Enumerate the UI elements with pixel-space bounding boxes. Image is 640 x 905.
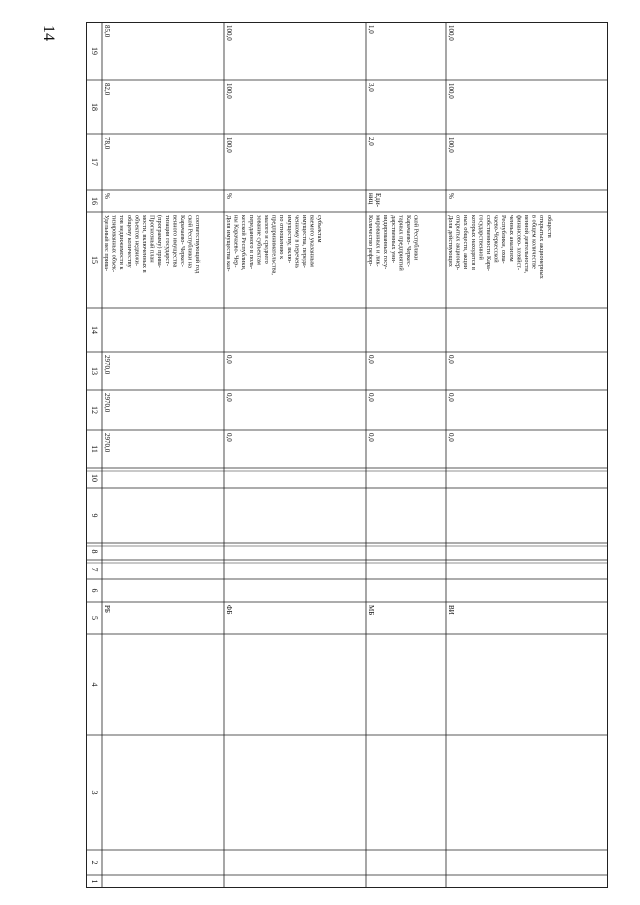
indicator-text: собственности Кара- [485, 215, 492, 271]
value-cell: 0,0 [447, 393, 455, 402]
column-number: 8 [90, 549, 100, 554]
indicator-text: тизации государст- [163, 215, 171, 267]
column-number: 10 [90, 474, 100, 482]
indicator-text: которых находятся в [469, 215, 477, 270]
indicator-text: объектов недвижи- [133, 215, 141, 267]
value-cell: 0,0 [367, 355, 375, 364]
indicator-text: дарственных уни- [389, 215, 397, 264]
indicator-text: малого и среднего [263, 215, 270, 264]
value-cell: 2970,0 [103, 433, 111, 453]
value-cell: 100,0 [447, 83, 455, 99]
indicator-text: ченных анализом [507, 215, 515, 262]
column-number: 1 [90, 879, 100, 884]
indicator-text: тов недвижимости к [118, 215, 126, 270]
value-cell: 82,0 [103, 83, 111, 96]
value-cell: 0,0 [447, 355, 455, 364]
column-number: 4 [90, 682, 100, 687]
indicator-text: Количество рефор- [367, 215, 374, 267]
value-cell: 2970,0 [103, 393, 111, 413]
table-border [87, 23, 608, 888]
indicator-text: ской Республики на [186, 215, 194, 268]
value-cell: 2,0 [367, 137, 375, 146]
value-cell: 0,0 [225, 355, 233, 364]
indicator-text: мости, включенных в [141, 215, 148, 273]
indicator-text: открытых акционер- [454, 215, 462, 271]
column-number: 11 [90, 445, 100, 453]
unit-cell: Еди- [374, 193, 382, 207]
indicator-text: зование субъектам [255, 215, 263, 265]
indicator-text: мированных и лик- [374, 215, 382, 267]
indicator-text: в общем количестве [530, 215, 538, 269]
indicator-text: обществ [545, 215, 553, 238]
funding-source: РБ [103, 605, 111, 613]
indicator-text: открытых акционерных [538, 215, 546, 279]
value-cell: 85,0 [103, 25, 111, 38]
indicator-text: Доля имущества каз- [225, 215, 232, 272]
indicator-text: Республики, охва- [500, 215, 508, 264]
column-number: 16 [90, 197, 100, 205]
column-number: 13 [90, 367, 100, 375]
column-number: 14 [90, 326, 100, 334]
column-number: 9 [90, 513, 100, 518]
unit-cell: % [447, 193, 455, 199]
indicator-text: тизированных объек- [110, 215, 118, 273]
rotated-table [86, 22, 608, 888]
indicator-text: по отношению к [278, 215, 286, 260]
column-number: 12 [90, 406, 100, 414]
value-cell: 100,0 [225, 137, 233, 153]
indicator-text: ваемого указанным [308, 215, 316, 267]
value-cell: 1,0 [367, 25, 375, 34]
unit-cell: % [103, 193, 111, 199]
value-cell: 78,0 [103, 137, 111, 150]
value-cell: 100,0 [447, 137, 455, 153]
indicator-text: соответствующий год [194, 215, 202, 274]
indicator-text: тарных предприятий [397, 215, 405, 271]
value-cell: 2970,0 [103, 355, 111, 375]
indicator-text: ных обществ, акции [462, 215, 470, 270]
column-number: 2 [90, 860, 100, 865]
value-cell: 0,0 [367, 433, 375, 442]
column-number: 18 [90, 103, 100, 111]
indicator-text: Удельный вес прива- [103, 215, 110, 272]
indicator-text: финансово- хозяйст- [515, 215, 523, 271]
column-number: 6 [90, 588, 100, 593]
indicator-text: Прогнозный план [148, 215, 156, 263]
value-cell: 100,0 [225, 25, 233, 41]
page-number: 14 [40, 25, 57, 41]
value-cell: 0,0 [447, 433, 455, 442]
unit-cell: ниц [367, 193, 375, 205]
column-number: 15 [90, 256, 100, 264]
indicator-text: государственной [477, 215, 485, 260]
column-number: 17 [90, 158, 100, 166]
column-number: 3 [90, 790, 100, 795]
column-number: 5 [90, 616, 100, 620]
indicator-text: ченному в перечень [293, 215, 301, 269]
value-cell: 3,0 [367, 83, 375, 92]
indicator-text: ны Карачаево- Чер- [232, 215, 240, 268]
indicator-text: субъектам [316, 215, 324, 243]
indicator-text: чаево-Черкесской [492, 215, 500, 263]
funding-source: МБ [367, 605, 375, 616]
indicator-text: венной деятельности, [523, 215, 530, 274]
column-number: 19 [90, 47, 100, 55]
indicator-text: имуществу, вклю- [285, 215, 293, 264]
indicator-text: общему количеству [125, 215, 133, 268]
column-number: 7 [90, 567, 100, 572]
funding-source: ФБ [225, 605, 233, 615]
unit-cell: % [225, 193, 233, 199]
indicator-text: видированных госу- [382, 215, 390, 270]
indicator-text: (программу) прива- [156, 215, 164, 268]
indicator-text: имущества, переда- [301, 215, 308, 268]
value-cell: 0,0 [367, 393, 375, 402]
indicator-text: ской Республики [412, 215, 420, 261]
indicator-text: кесской Республики, [240, 215, 248, 271]
indicator-text: Доля действующих [447, 215, 454, 267]
indicator-text: переданного в поль- [247, 215, 255, 270]
value-cell: 100,0 [447, 25, 455, 41]
funding-source: ВИ [447, 605, 455, 615]
indicator-text: Карачаево- Черкес- [405, 215, 412, 267]
indicator-text: предпринимательства, [270, 215, 278, 276]
value-cell: 100,0 [225, 83, 233, 99]
value-cell: 0,0 [225, 393, 233, 402]
value-cell: 0,0 [225, 433, 233, 442]
indicator-text: венного имущества [171, 215, 179, 268]
indicator-text: Карачаево- Черкес- [179, 215, 186, 267]
